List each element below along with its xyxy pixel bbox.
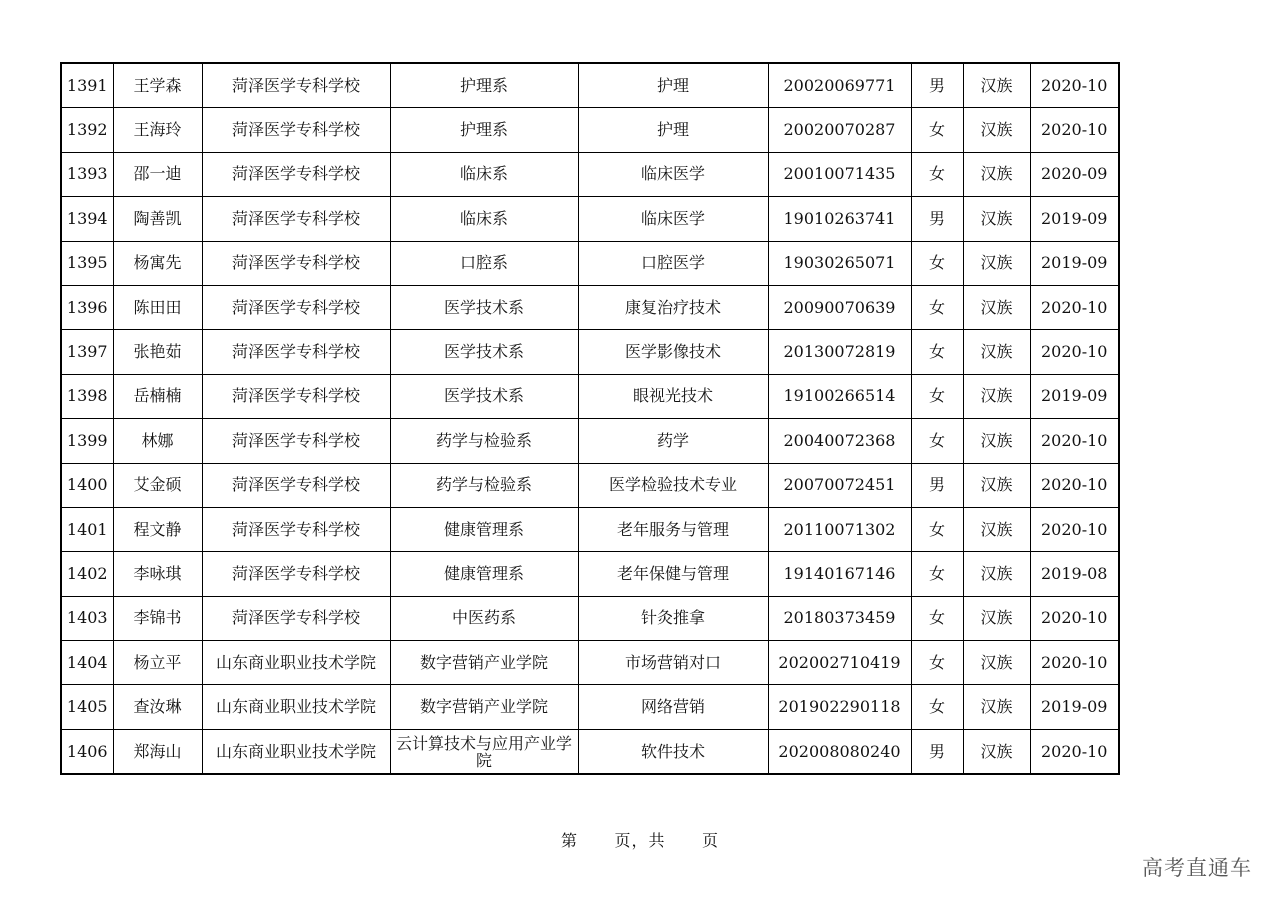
department-cell: 云计算技术与应用产业学院 (390, 729, 578, 774)
row-number-cell: 1405 (61, 685, 113, 729)
name-cell: 林娜 (113, 419, 202, 463)
ethnicity-cell: 汉族 (963, 374, 1030, 418)
row-number-cell: 1394 (61, 197, 113, 241)
ethnicity-cell: 汉族 (963, 197, 1030, 241)
table-row (61, 63, 1119, 108)
student-id-cell: 19030265071 (768, 241, 911, 285)
enroll-date-cell: 2019-09 (1030, 374, 1119, 418)
school-cell: 菏泽医学专科学校 (202, 463, 390, 507)
department-cell: 医学技术系 (390, 330, 578, 374)
school-cell: 山东商业职业技术学院 (202, 729, 390, 774)
watermark-text: 高考直通车 (1142, 856, 1252, 880)
table-row (61, 152, 1119, 196)
ethnicity-cell: 汉族 (963, 596, 1030, 640)
table-row (61, 108, 1119, 152)
gender-cell: 女 (911, 241, 963, 285)
enroll-date-cell: 2020-10 (1030, 729, 1119, 774)
student-id-cell: 19140167146 (768, 552, 911, 596)
row-number-cell: 1401 (61, 507, 113, 551)
school-cell: 菏泽医学专科学校 (202, 552, 390, 596)
enroll-date-cell: 2019-09 (1030, 197, 1119, 241)
department-cell: 数字营销产业学院 (390, 641, 578, 685)
row-number-cell: 1406 (61, 729, 113, 774)
ethnicity-cell: 汉族 (963, 241, 1030, 285)
major-cell: 临床医学 (578, 197, 768, 241)
gender-cell: 男 (911, 463, 963, 507)
major-cell: 老年保健与管理 (578, 552, 768, 596)
major-cell: 口腔医学 (578, 241, 768, 285)
school-cell: 菏泽医学专科学校 (202, 197, 390, 241)
enroll-date-cell: 2020-09 (1030, 152, 1119, 196)
major-cell: 医学影像技术 (578, 330, 768, 374)
table-row (61, 241, 1119, 285)
table-row (61, 419, 1119, 463)
department-cell: 健康管理系 (390, 552, 578, 596)
major-cell: 眼视光技术 (578, 374, 768, 418)
department-cell: 数字营销产业学院 (390, 685, 578, 729)
student-id-cell: 20010071435 (768, 152, 911, 196)
student-id-cell: 20180373459 (768, 596, 911, 640)
ethnicity-cell: 汉族 (963, 285, 1030, 329)
row-number-cell: 1403 (61, 596, 113, 640)
gender-cell: 男 (911, 729, 963, 774)
school-cell: 菏泽医学专科学校 (202, 285, 390, 329)
ethnicity-cell: 汉族 (963, 152, 1030, 196)
school-cell: 菏泽医学专科学校 (202, 419, 390, 463)
row-number-cell: 1397 (61, 330, 113, 374)
row-number-cell: 1391 (61, 63, 113, 108)
table-row (61, 641, 1119, 685)
name-cell: 李锦书 (113, 596, 202, 640)
gender-cell: 女 (911, 641, 963, 685)
footer-pages-label: 页 (702, 831, 720, 850)
school-cell: 菏泽医学专科学校 (202, 241, 390, 285)
school-cell: 菏泽医学专科学校 (202, 596, 390, 640)
student-id-cell: 202008080240 (768, 729, 911, 774)
table-row (61, 552, 1119, 596)
enroll-date-cell: 2020-10 (1030, 641, 1119, 685)
student-id-cell: 19010263741 (768, 197, 911, 241)
enroll-date-cell: 2020-10 (1030, 285, 1119, 329)
department-cell: 临床系 (390, 152, 578, 196)
name-cell: 岳楠楠 (113, 374, 202, 418)
enroll-date-cell: 2020-10 (1030, 596, 1119, 640)
student-id-cell: 202002710419 (768, 641, 911, 685)
school-cell: 菏泽医学专科学校 (202, 507, 390, 551)
department-cell: 中医药系 (390, 596, 578, 640)
gender-cell: 女 (911, 685, 963, 729)
gender-cell: 男 (911, 63, 963, 108)
department-cell: 口腔系 (390, 241, 578, 285)
name-cell: 杨寓先 (113, 241, 202, 285)
enroll-date-cell: 2019-09 (1030, 685, 1119, 729)
row-number-cell: 1392 (61, 108, 113, 152)
enroll-date-cell: 2020-10 (1030, 63, 1119, 108)
student-id-cell: 20090070639 (768, 285, 911, 329)
table-row (61, 285, 1119, 329)
student-id-cell: 19100266514 (768, 374, 911, 418)
table-row (61, 596, 1119, 640)
name-cell: 郑海山 (113, 729, 202, 774)
footer-page-label: 第 (560, 831, 578, 850)
major-cell: 康复治疗技术 (578, 285, 768, 329)
school-cell: 菏泽医学专科学校 (202, 374, 390, 418)
ethnicity-cell: 汉族 (963, 330, 1030, 374)
gender-cell: 女 (911, 374, 963, 418)
school-cell: 菏泽医学专科学校 (202, 330, 390, 374)
major-cell: 软件技术 (578, 729, 768, 774)
student-id-cell: 20130072819 (768, 330, 911, 374)
major-cell: 药学 (578, 419, 768, 463)
gender-cell: 女 (911, 419, 963, 463)
school-cell: 菏泽医学专科学校 (202, 63, 390, 108)
student-id-cell: 20110071302 (768, 507, 911, 551)
row-number-cell: 1404 (61, 641, 113, 685)
name-cell: 陈田田 (113, 285, 202, 329)
major-cell: 护理 (578, 63, 768, 108)
major-cell: 护理 (578, 108, 768, 152)
gender-cell: 男 (911, 197, 963, 241)
name-cell: 邵一迪 (113, 152, 202, 196)
name-cell: 杨立平 (113, 641, 202, 685)
ethnicity-cell: 汉族 (963, 552, 1030, 596)
major-cell: 临床医学 (578, 152, 768, 196)
major-cell: 网络营销 (578, 685, 768, 729)
school-cell: 山东商业职业技术学院 (202, 685, 390, 729)
school-cell: 菏泽医学专科学校 (202, 152, 390, 196)
gender-cell: 女 (911, 108, 963, 152)
gender-cell: 女 (911, 330, 963, 374)
major-cell: 针灸推拿 (578, 596, 768, 640)
ethnicity-cell: 汉族 (963, 507, 1030, 551)
name-cell: 王学森 (113, 63, 202, 108)
table-row (61, 463, 1119, 507)
department-cell: 护理系 (390, 108, 578, 152)
name-cell: 程文静 (113, 507, 202, 551)
student-id-cell: 201902290118 (768, 685, 911, 729)
school-cell: 菏泽医学专科学校 (202, 108, 390, 152)
enroll-date-cell: 2020-10 (1030, 463, 1119, 507)
school-cell: 山东商业职业技术学院 (202, 641, 390, 685)
ethnicity-cell: 汉族 (963, 108, 1030, 152)
student-roster-table (60, 62, 1120, 775)
gender-cell: 女 (911, 596, 963, 640)
enroll-date-cell: 2019-08 (1030, 552, 1119, 596)
student-id-cell: 20070072451 (768, 463, 911, 507)
department-cell: 医学技术系 (390, 374, 578, 418)
row-number-cell: 1395 (61, 241, 113, 285)
department-cell: 护理系 (390, 63, 578, 108)
footer-page-of-label: 页，共 (614, 831, 666, 850)
ethnicity-cell: 汉族 (963, 685, 1030, 729)
table-row (61, 330, 1119, 374)
enroll-date-cell: 2019-09 (1030, 241, 1119, 285)
student-id-cell: 20040072368 (768, 419, 911, 463)
ethnicity-cell: 汉族 (963, 729, 1030, 774)
enroll-date-cell: 2020-10 (1030, 419, 1119, 463)
table-row (61, 685, 1119, 729)
table-row (61, 374, 1119, 418)
enroll-date-cell: 2020-10 (1030, 507, 1119, 551)
table-row (61, 729, 1119, 774)
row-number-cell: 1400 (61, 463, 113, 507)
ethnicity-cell: 汉族 (963, 63, 1030, 108)
major-cell: 老年服务与管理 (578, 507, 768, 551)
gender-cell: 女 (911, 507, 963, 551)
name-cell: 艾金硕 (113, 463, 202, 507)
ethnicity-cell: 汉族 (963, 463, 1030, 507)
name-cell: 陶善凯 (113, 197, 202, 241)
page-footer (0, 828, 1280, 851)
department-cell: 药学与检验系 (390, 463, 578, 507)
row-number-cell: 1399 (61, 419, 113, 463)
department-cell: 临床系 (390, 197, 578, 241)
ethnicity-cell: 汉族 (963, 419, 1030, 463)
major-cell: 市场营销对口 (578, 641, 768, 685)
table-row (61, 507, 1119, 551)
name-cell: 张艳茹 (113, 330, 202, 374)
row-number-cell: 1396 (61, 285, 113, 329)
name-cell: 查汝琳 (113, 685, 202, 729)
roster-body (61, 63, 1119, 774)
student-id-cell: 20020070287 (768, 108, 911, 152)
table-row (61, 197, 1119, 241)
gender-cell: 女 (911, 285, 963, 329)
row-number-cell: 1398 (61, 374, 113, 418)
gender-cell: 女 (911, 552, 963, 596)
name-cell: 李咏琪 (113, 552, 202, 596)
row-number-cell: 1402 (61, 552, 113, 596)
row-number-cell: 1393 (61, 152, 113, 196)
ethnicity-cell: 汉族 (963, 641, 1030, 685)
name-cell: 王海玲 (113, 108, 202, 152)
gender-cell: 女 (911, 152, 963, 196)
student-id-cell: 20020069771 (768, 63, 911, 108)
enroll-date-cell: 2020-10 (1030, 330, 1119, 374)
department-cell: 药学与检验系 (390, 419, 578, 463)
major-cell: 医学检验技术专业 (578, 463, 768, 507)
department-cell: 医学技术系 (390, 285, 578, 329)
department-cell: 健康管理系 (390, 507, 578, 551)
enroll-date-cell: 2020-10 (1030, 108, 1119, 152)
